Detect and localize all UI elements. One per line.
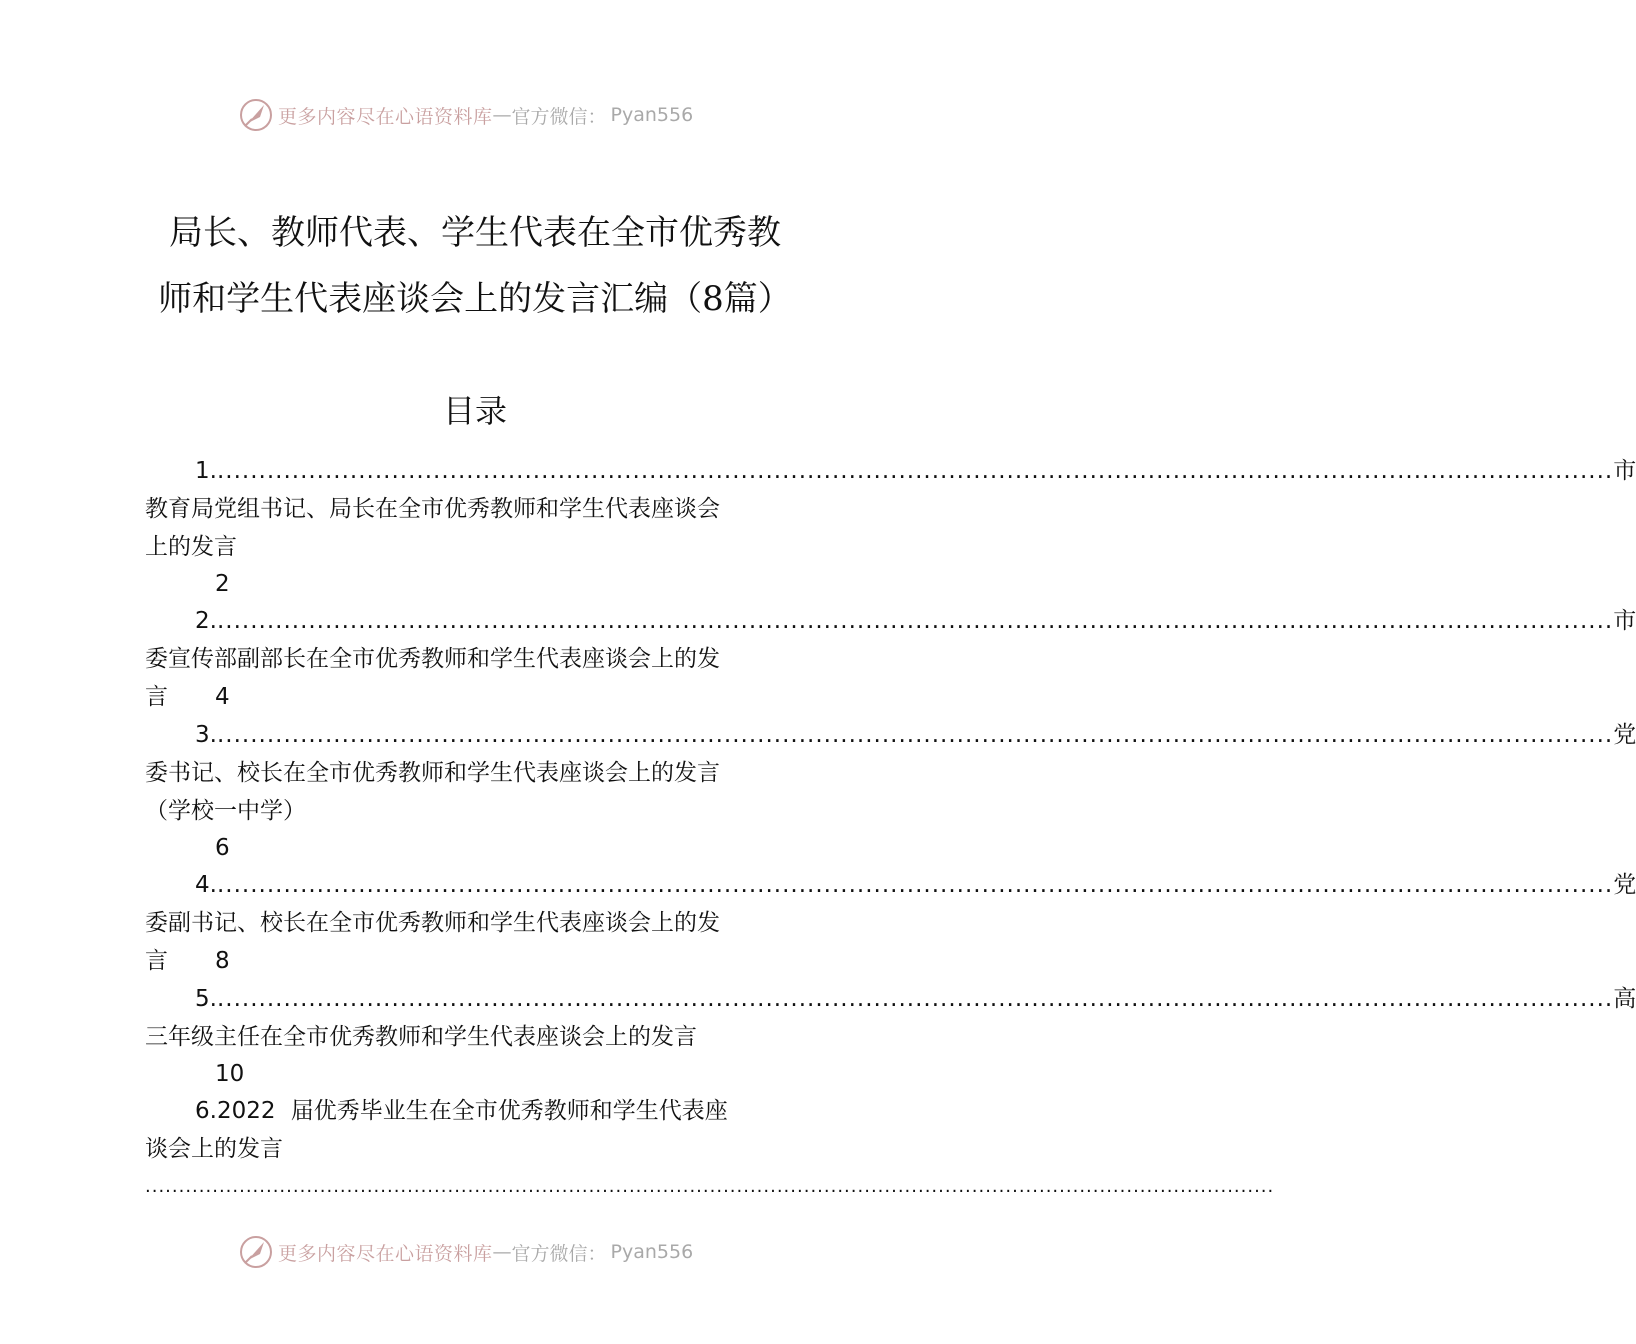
title-line-2: 师和学生代表座谈会上的发言汇编（8篇） [158, 279, 792, 319]
footer-watermark [238, 1232, 758, 1272]
toc-entry-start-char: 市 [1613, 608, 1636, 634]
watermark-text: 更多内容尽在心语资料库 [278, 105, 493, 128]
document-title [140, 200, 810, 332]
toc-entry-text: 委书记、校长在全市优秀教师和学生代表座谈会上的发言 [145, 760, 720, 786]
toc-entry-text: 谈会上的发言 [145, 1136, 283, 1162]
toc-entry-5-leader[interactable] [145, 980, 1636, 1018]
toc-dot-leader: ........................................................................................................................................................................ [216, 608, 1614, 634]
toc-page-number: 4 [215, 684, 230, 710]
toc-page-number: 10 [215, 1061, 245, 1087]
toc-entry-number: 1. [195, 458, 217, 484]
toc-entry-text: 三年级主任在全市优秀教师和学生代表座谈会上的发言 [145, 1024, 697, 1050]
toc-entry-start-char: 党 [1613, 722, 1636, 748]
toc-entry-text: 言 [145, 948, 168, 974]
toc-entry-3-leader[interactable] [145, 716, 1636, 754]
toc-entry-number: 2. [195, 608, 217, 634]
toc-entry-4-leader[interactable] [145, 866, 1636, 904]
toc-dot-leader: ........................................................................................................................................................................ [145, 1176, 1275, 1197]
toc-entry-text: 委副书记、校长在全市优秀教师和学生代表座谈会上的发 [145, 910, 720, 936]
toc-page-number: 2 [215, 571, 230, 597]
watermark-label: 官方微信： [511, 105, 607, 128]
toc-entry-number: 4. [195, 872, 217, 898]
title-line-1: 局长、教师代表、学生代表在全市优秀教 [169, 213, 781, 253]
toc-entry-start-char: 高 [1613, 986, 1636, 1012]
toc-entry-start-char: 党 [1613, 872, 1636, 898]
toc-dot-leader: ........................................................................................................................................................................ [216, 872, 1614, 898]
quill-logo-icon [238, 1234, 274, 1270]
toc-dot-leader: ........................................................................................................................................................................ [216, 986, 1614, 1012]
watermark-separator: — [492, 1241, 512, 1263]
toc-dot-leader: ........................................................................................................................................................................ [216, 458, 1614, 484]
header-watermark [238, 95, 758, 135]
watermark-wechat-id: Pyan556 [610, 104, 694, 126]
toc-entry-text: （学校一中学） [145, 798, 306, 824]
toc-entry-start-char: 市 [1613, 458, 1636, 484]
watermark-text: 更多内容尽在心语资料库 [278, 1242, 493, 1265]
watermark-wechat-id: Pyan556 [610, 1241, 694, 1263]
toc-entry-number: 5. [195, 986, 217, 1012]
toc-entry-number: 6.2022 [195, 1098, 276, 1124]
toc-entry-last-line [145, 678, 825, 716]
quill-logo-icon [238, 97, 274, 133]
watermark-separator: — [492, 104, 512, 126]
toc-entry-text: 言 [145, 684, 168, 710]
toc-page-number: 8 [215, 948, 230, 974]
toc-entry-1-leader[interactable] [145, 452, 1636, 490]
watermark-label: 官方微信： [511, 1242, 607, 1265]
table-of-contents [145, 452, 1636, 1206]
toc-entry-text: 届优秀毕业生在全市优秀教师和学生代表座 [290, 1098, 728, 1124]
toc-entry-text: 上的发言 [145, 534, 237, 560]
toc-heading: 目录 [442, 392, 507, 430]
toc-dot-leader: ........................................................................................................................................................................ [216, 722, 1614, 748]
toc-entry-2-leader[interactable] [145, 602, 1636, 640]
toc-entry-text: 教育局党组书记、局长在全市优秀教师和学生代表座谈会 [145, 496, 720, 522]
toc-page-number: 6 [215, 835, 230, 861]
toc-entry-6-first-line[interactable] [145, 1092, 825, 1130]
toc-entry-text: 委宣传部副部长在全市优秀教师和学生代表座谈会上的发 [145, 646, 720, 672]
toc-entry-last-line [145, 942, 825, 980]
toc-entry-number: 3. [195, 722, 217, 748]
